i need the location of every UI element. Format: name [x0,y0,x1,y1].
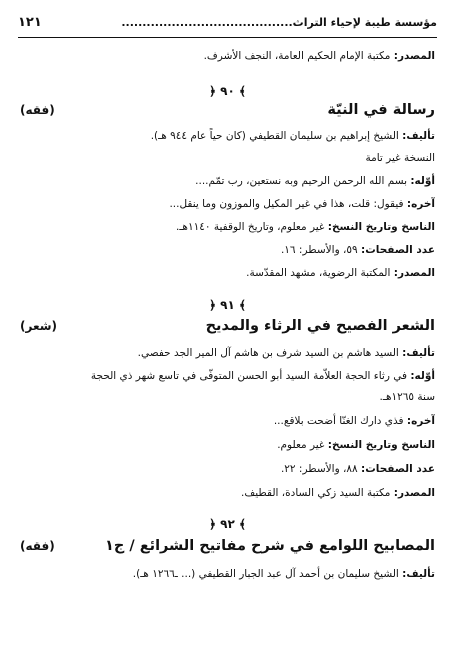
field-label: عدد الصفحات: [361,463,435,475]
entry-line [20,413,435,429]
entry-number: ﴿ ٩١ ﴾ [208,298,247,312]
entry-title: رسالة في النيّة [327,102,435,118]
entry-title: الشعر الفصيح في الرثاء والمديح [205,318,435,334]
entry-category: (شعر) [20,319,58,333]
field-value: مكتبة السيد زكي السادة، القطيف. [241,487,394,499]
field-label: المصدر: [393,487,435,499]
publisher-title: مؤسسة طيبة لإحياء التراث......................................... [121,15,437,29]
entry-line [20,242,435,258]
field-value: غير معلوم، وتاريخ الوقفية ١١٤٠هـ. [175,221,328,233]
entry-title-row [20,102,435,118]
field-value: فيقول: قلت، هذا في غير المكيل والموزون وما ينقل... [169,198,407,210]
entry-line [20,128,435,144]
page-header [18,10,437,38]
entry-title-row [20,538,435,554]
entry-line [20,150,435,166]
field-label: الناسخ وتاريخ النسخ: [327,439,435,451]
entry-number: ﴿ ٩٠ ﴾ [208,84,247,98]
entry-category: (فقه) [20,103,55,117]
field-label: تأليف: [402,130,435,142]
entry-line [20,485,435,501]
entry-number: ﴿ ٩٢ ﴾ [208,517,247,531]
field-value: ٥٩، والأسطر: ١٦. [280,244,361,256]
field-label: عدد الصفحات: [361,244,435,256]
field-value: في رثاء الحجة العلاّمة السيد أبو الحسن المتوفّى في تاسع شهر ذي الحجة [90,370,411,382]
field-value: غير معلوم. [277,439,328,451]
field-value: سنة ١٢٦٥هـ. [379,391,435,403]
field-value: بسم الله الرحمن الرحيم وبه نستعين، رب تمّم.... [195,175,411,187]
field-label: أوّله: [410,370,435,382]
entry-line [20,566,435,582]
entry-line [20,196,435,212]
field-value: المكتبة الرضوية، مشهد المقدّسة. [246,267,394,279]
field-value: السيد هاشم بن السيد شرف بن هاشم آل المير الجد حفصي. [137,347,403,359]
field-value: مكتبة الإمام الحكيم العامة، النجف الأشرف. [203,50,394,62]
source-line [20,48,435,64]
page-number: ١٢١ [18,14,42,30]
entry-line [20,173,435,189]
entry-line [20,368,435,384]
field-value: فذي دارك الغنّا أضحت بلاقع... [273,415,407,427]
entry-line [20,219,435,235]
field-label: أوّله: [410,175,435,187]
entry-title-row [20,318,435,334]
field-label: المصدر: [393,50,435,62]
field-value: الشيخ إبراهيم بن سليمان القطيفي (كان حياً عام ٩٤٤ هـ). [150,130,403,142]
field-label: تأليف: [402,347,435,359]
entry-title: المصابيح اللوامع في شرح مفاتيح الشرائع / ج١ [105,538,435,554]
field-value: النسخة غير تامة [365,152,435,164]
entry-line [20,461,435,477]
field-label: المصدر: [393,267,435,279]
entry-line [20,265,435,281]
entry-line [20,345,435,361]
field-value: ٨٨، والأسطر: ٢٢. [280,463,361,475]
field-value: الشيخ سليمان بن أحمد آل عبد الجبار القطيفي (... ـ١٢٦٦ هـ). [132,568,403,580]
entry-line [20,389,435,405]
entry-line [20,437,435,453]
field-label: الناسخ وتاريخ النسخ: [327,221,435,233]
field-label: آخره: [406,415,435,427]
field-label: آخره: [406,198,435,210]
entry-category: (فقه) [20,539,55,553]
field-label: تأليف: [402,568,435,580]
